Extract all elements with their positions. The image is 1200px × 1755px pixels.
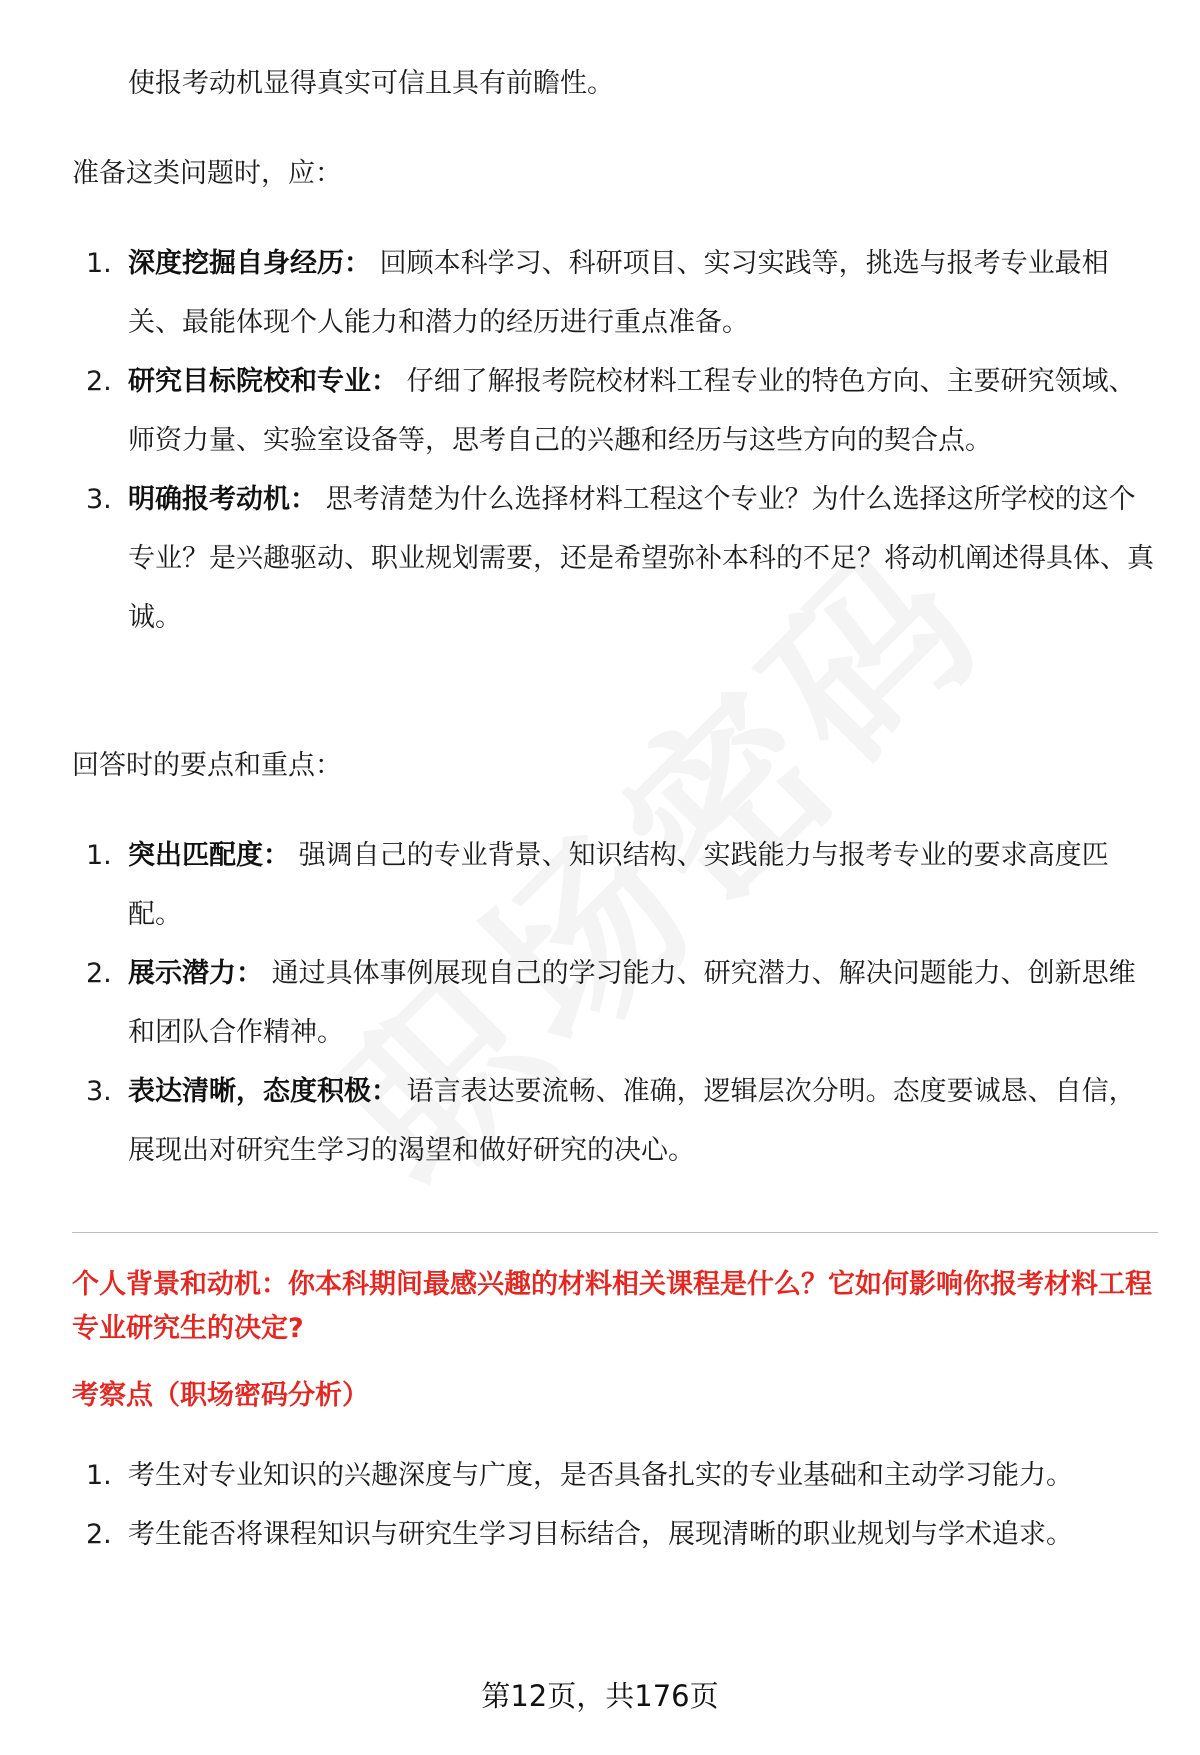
question-title: 个人背景和动机：你本科期间最感兴趣的材料相关课程是什么？它如何影响你报考材料工程专业研究生的决定?	[72, 1269, 1152, 1344]
list-item	[72, 944, 1162, 1062]
item-bold-label: 深度挖掘自身经历：	[128, 248, 371, 279]
list-number: 1.	[86, 248, 112, 279]
item-bold-label: 明确报考动机：	[128, 484, 317, 515]
list-item	[72, 1062, 1162, 1180]
section-divider	[72, 1232, 1158, 1233]
item-text: 语言表达要流畅、准确，逻辑层次分明。态度要诚恳、自信，展现出对研究生学习的渴望和做好研究的决心。	[128, 1076, 1136, 1166]
analysis-heading: 考察点（职场密码分析）	[72, 1380, 369, 1411]
list-number: 2.	[86, 1519, 112, 1550]
list-number: 2.	[86, 958, 112, 989]
list-item	[72, 1505, 1162, 1564]
list-number: 3.	[86, 1076, 112, 1107]
list-number: 1.	[86, 1460, 112, 1491]
list-number: 2.	[86, 366, 112, 397]
prepare-heading: 准备这类问题时，应：	[72, 158, 342, 189]
item-bold-label: 研究目标院校和专业：	[128, 366, 398, 397]
item-text: 思考清楚为什么选择材料工程这个专业？为什么选择这所学校的这个专业？是兴趣驱动、职业规划需要，还是希望弥补本科的不足？将动机阐述得具体、真诚。	[128, 484, 1154, 633]
list-item	[72, 1446, 1162, 1505]
answer-heading: 回答时的要点和重点：	[72, 750, 342, 781]
intro-line: 使报考动机显得真实可信且具有前瞻性。	[128, 68, 614, 99]
item-text: 考生能否将课程知识与研究生学习目标结合，展现清晰的职业规划与学术追求。	[128, 1519, 1073, 1550]
item-bold-label: 表达清晰，态度积极：	[128, 1076, 398, 1107]
item-text: 通过具体事例展现自己的学习能力、研究潜力、解决问题能力、创新思维和团队合作精神。	[128, 958, 1136, 1048]
item-text: 回顾本科学习、科研项目、实习实践等，挑选与报考专业最相关、最能体现个人能力和潜力的经历进行重点准备。	[128, 248, 1109, 338]
item-bold-label: 展示潜力：	[128, 958, 263, 989]
answer-list	[72, 826, 1162, 1180]
list-item	[72, 352, 1162, 470]
list-item	[72, 470, 1162, 647]
item-text: 仔细了解报考院校材料工程专业的特色方向、主要研究领域、师资力量、实验室设备等，思考自己的兴趣和经历与这些方向的契合点。	[128, 366, 1136, 456]
item-bold-label: 突出匹配度：	[128, 840, 290, 871]
list-item	[72, 826, 1162, 944]
prepare-list	[72, 234, 1162, 647]
list-item	[72, 234, 1162, 352]
item-text: 强调自己的专业背景、知识结构、实践能力与报考专业的要求高度匹配。	[128, 840, 1109, 930]
analysis-list	[72, 1446, 1162, 1564]
page-number-footer: 第12页，共176页	[481, 1679, 719, 1713]
list-number: 3.	[86, 484, 112, 515]
list-number: 1.	[86, 840, 112, 871]
item-text: 考生对专业知识的兴趣深度与广度，是否具备扎实的专业基础和主动学习能力。	[128, 1460, 1073, 1491]
